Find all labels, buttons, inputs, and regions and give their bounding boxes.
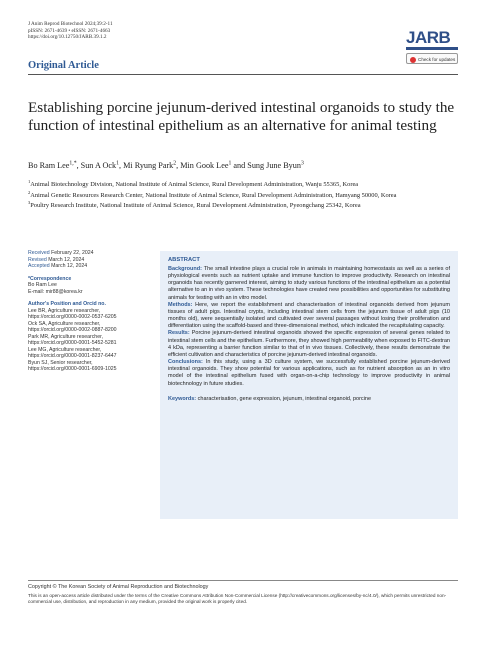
author-affil-sup: 1,* xyxy=(69,160,77,167)
journal-logo-bar xyxy=(406,47,458,50)
orcid-link[interactable]: https://orcid.org/0000-0001-6909-1025 xyxy=(28,366,117,372)
author-affil-sup: 1 xyxy=(116,160,120,167)
author-affil-sup: 3 xyxy=(300,160,304,167)
check-updates-button[interactable] xyxy=(406,53,458,64)
keywords: Keywords: characterisation, gene expression, jejunum, intestinal organoid, porcine xyxy=(168,395,372,402)
orcid-line: Lee MG, Agriculture researcher, xyxy=(28,346,102,353)
accepted-date: Accepted March 12, 2024 xyxy=(28,263,88,269)
orcid-heading: Author's Position and Orcid no. xyxy=(28,301,106,307)
abstract-background: Background: The small intestine plays a crucial role in animals in maintaining homeostasis as well as a series of physiological events such as nutrient uptake and immune function to improve productivity. Research on intestinal organoids has recently garnered interest, aiming to study various functions of the intestinal epithelium as a potential alternative to an in vivo system. These technologies have created new possibilities and opportunities for substituting animals for testing with an in vitro model. xyxy=(168,266,450,301)
orcid-line: Byun SJ, Senior researcher, xyxy=(28,359,93,366)
check-updates-icon xyxy=(410,57,416,63)
affiliation xyxy=(28,189,458,200)
affiliation-text: Animal Genetic Resources Research Center, National Institute of Animal Science, Rural Development Administration, Hamyang 50000, Korea xyxy=(30,191,397,199)
correspondence-email[interactable]: E-mail: mir88@korea.kr xyxy=(28,288,83,295)
author-name: Bo Ram Lee xyxy=(28,161,70,170)
abstract-conclusions: Conclusions: In this study, using a 3D culture system, we successfully established porcine jejunum-derived intestinal organoids. They show potential for various applications, such as for nutrient absorption as an in vitro model of the intestinal epithelium fused with organ-on-a-chip technology to improve productivity in animal biotechnology in future studies. xyxy=(168,359,450,387)
affiliation-number: 2 xyxy=(28,189,31,195)
header-divider xyxy=(28,74,458,75)
affiliation-number: 1 xyxy=(28,178,31,184)
author-separator: , xyxy=(119,161,124,170)
author-name: Min Gook Lee xyxy=(180,161,229,170)
orcid-link[interactable]: https://orcid.org/0000-0001-5452-5281 xyxy=(28,340,117,346)
correspondence-heading: *Correspondence xyxy=(28,275,72,282)
orcid-line: Park MR, Agriculture researcher, xyxy=(28,333,103,340)
orcid-line: Ock SA, Agriculture researcher, xyxy=(28,320,101,327)
affiliation-number: 3 xyxy=(28,200,31,206)
author-name: Sung June Byun xyxy=(247,161,301,170)
abstract-methods: Methods: Here, we report the establishment and characterisation of intestinal organoids derived from jejunum tissues of adult pigs. Intestinal crypts, including intestinal stem cells from the jejunum tissue of adult pigs (10 months old), were sequentially isolated and cultivated over several passages without losing their proliferation and differentiation using the scaffold-based and three-dimensional method, which indicated the recapitulating capacity. xyxy=(168,301,450,330)
affiliation-text: Animal Biotechnology Division, National Institute of Animal Science, Rural Development Administration, Wanju 55365, Korea xyxy=(30,181,359,188)
copyright: Copyright © The Korean Society of Animal Reproduction and Biotechnology xyxy=(28,584,209,590)
received-date: Received February 22, 2024 xyxy=(28,250,94,256)
footer-divider xyxy=(28,580,458,581)
journal-logo xyxy=(406,29,456,45)
abstract-box xyxy=(160,251,458,519)
author-name: Sun A Ock xyxy=(80,161,117,170)
author-separator: , xyxy=(176,161,181,170)
author-affil-sup: 2 xyxy=(173,160,177,167)
abstract-heading: ABSTRACT xyxy=(168,257,200,263)
journal-doi[interactable]: https://doi.org/10.12750/JARB.39.1.2 xyxy=(28,34,107,41)
affiliations xyxy=(28,178,458,213)
correspondence-name: Bo Ram Lee xyxy=(28,282,57,288)
author-affil-sup: 1 xyxy=(228,160,232,167)
affiliation xyxy=(28,178,458,189)
affiliation xyxy=(28,202,458,210)
journal-logo-text: JARB xyxy=(406,28,451,47)
article-sidebar xyxy=(28,250,152,373)
author-name: Mi Ryung Park xyxy=(123,161,174,170)
journal-meta xyxy=(28,21,113,41)
article-type: Original Article xyxy=(28,60,99,71)
orcid-link[interactable]: https://orcid.org/0000-0001-8237-6447 xyxy=(28,353,117,359)
revised-date: Revised March 12, 2024 xyxy=(28,256,85,263)
author-separator: , xyxy=(76,161,81,170)
abstract-results: Results: Porcine jejunum-derived intestinal organoids showed the specific expression of several genes related to intestinal stem cells and the epithelium. Furthermore, they showed high permeability when exposed to FITC-dextran 4 kDa, representing a barrier function similar to that of in vivo tissues. Collectively, these results demonstrate the efficient cultivation and characteristics of porcine jejunum-derived intestinal organoids. xyxy=(168,330,450,358)
orcid-line: Lee BR, Agriculture researcher, xyxy=(28,307,101,314)
license-text: This is an open-access article distributed under the terms of the Creative Commons Attribution Non-Commercial License (http://creativecommons.org/licenses/by-nc/4.0/), which permits unrestricted non-commercial use, distribution, and reproduction in any medium, provided the original work is properly cited. xyxy=(28,593,447,605)
author-separator: and xyxy=(231,161,248,170)
article-title: Establishing porcine jejunum-derived intestinal organoids to study the function of intestinal epithelium as an alternative for animal testing xyxy=(28,99,455,134)
orcid-link[interactable]: https://orcid.org/0000-0002-0537-6205 xyxy=(28,314,117,320)
affiliation-text: Poultry Research Institute, National Institute of Animal Science, Rural Development Administration, Pyeongchang 25342, Korea xyxy=(30,202,361,210)
journal-issn: pISSN: 2671-4639 • eISSN: 2671-4663 xyxy=(28,27,111,34)
author-list xyxy=(28,161,458,170)
journal-citation: J Anim Reprod Biotechnol 2024;39:2-11 xyxy=(28,21,113,27)
orcid-link[interactable]: https://orcid.org/0000-0002-0887-8200 xyxy=(28,327,117,333)
check-updates-label: Check for updates xyxy=(418,57,456,62)
